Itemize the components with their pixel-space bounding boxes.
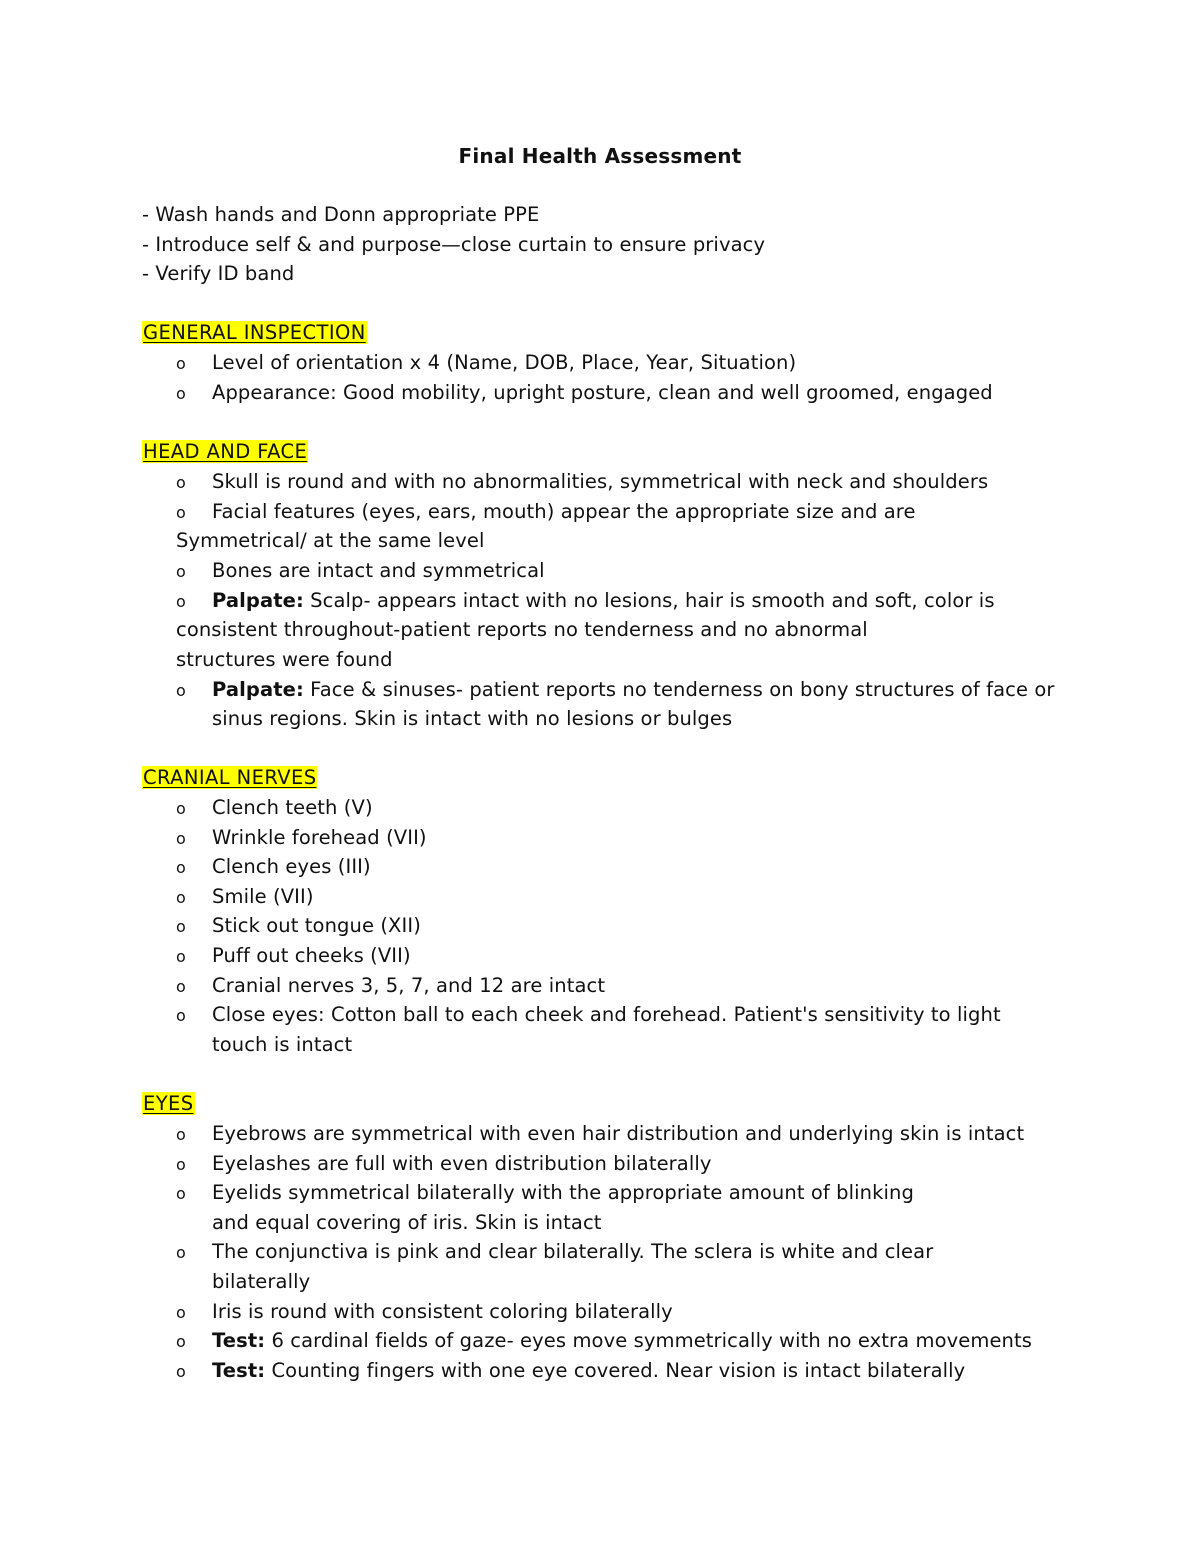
list-item: o Test: 6 cardinal fields of gaze- eyes move symmetrically with no extra movements: [176, 1327, 1032, 1356]
list-item: o Clench teeth (V): [176, 794, 373, 823]
list-item-continuation: sinus regions. Skin is intact with no lesions or bulges: [212, 707, 733, 730]
list-item: o Eyebrows are symmetrical with even hair distribution and underlying skin is intact: [176, 1120, 1024, 1149]
list-item: o Level of orientation x 4 (Name, DOB, Place, Year, Situation): [176, 349, 796, 378]
section-heading-general-inspection: GENERAL INSPECTION: [143, 321, 366, 344]
list-item: o Stick out tongue (XII): [176, 912, 421, 941]
item-label: Test:: [212, 1329, 266, 1352]
list-item: o Cranial nerves 3, 5, 7, and 12 are intact: [176, 972, 605, 1001]
list-item-continuation: touch is intact: [212, 1033, 353, 1056]
bullet-icon: o: [176, 1184, 186, 1203]
bullet-icon: o: [176, 799, 186, 818]
document-title: Final Health Assessment: [458, 144, 742, 168]
bullet-icon: o: [176, 917, 186, 936]
section-heading-cranial-nerves: CRANIAL NERVES: [143, 766, 317, 789]
bullet-icon: o: [176, 1362, 186, 1381]
list-item: o Puff out cheeks (VII): [176, 942, 411, 971]
bullet-icon: o: [176, 1303, 186, 1322]
item-label: Palpate:: [212, 678, 304, 701]
section-heading-eyes: EYES: [143, 1092, 194, 1115]
list-item: o Wrinkle forehead (VII): [176, 824, 427, 853]
intro-line-3: - Verify ID band: [142, 262, 295, 285]
bullet-icon: o: [176, 1155, 186, 1174]
list-item: o Clench eyes (III): [176, 853, 371, 882]
bullet-icon: o: [176, 592, 186, 611]
bullet-icon: o: [176, 829, 186, 848]
bullet-icon: o: [176, 1006, 186, 1025]
intro-line-1: - Wash hands and Donn appropriate PPE: [142, 203, 540, 226]
list-item: o Facial features (eyes, ears, mouth) appear the appropriate size and are: [176, 498, 916, 527]
bullet-icon: o: [176, 1125, 186, 1144]
bullet-icon: o: [176, 888, 186, 907]
bullet-icon: o: [176, 354, 186, 373]
bullet-icon: o: [176, 503, 186, 522]
list-item: o Close eyes: Cotton ball to each cheek and forehead. Patient's sensitivity to light: [176, 1001, 1001, 1030]
list-item-continuation: structures were found: [176, 648, 393, 671]
bullet-icon: o: [176, 1243, 186, 1262]
list-item: o Appearance: Good mobility, upright posture, clean and well groomed, engaged: [176, 379, 993, 408]
list-item: o Skull is round and with no abnormalities, symmetrical with neck and shoulders: [176, 468, 988, 497]
bullet-icon: o: [176, 473, 186, 492]
list-item: o Eyelashes are full with even distribution bilaterally: [176, 1150, 712, 1179]
item-label: Palpate:: [212, 589, 304, 612]
list-item-continuation: consistent throughout-patient reports no tenderness and no abnormal: [176, 618, 868, 641]
item-label: Test:: [212, 1359, 266, 1382]
list-item: o Iris is round with consistent coloring bilaterally: [176, 1298, 673, 1327]
bullet-icon: o: [176, 1332, 186, 1351]
list-item-continuation: and equal covering of iris. Skin is intact: [212, 1211, 602, 1234]
section-heading-head-and-face: HEAD AND FACE: [143, 440, 308, 463]
list-item: o The conjunctiva is pink and clear bilaterally. The sclera is white and clear: [176, 1238, 933, 1267]
list-item-continuation: Symmetrical/ at the same level: [176, 529, 485, 552]
bullet-icon: o: [176, 681, 186, 700]
list-item: o Test: Counting fingers with one eye covered. Near vision is intact bilaterally: [176, 1357, 965, 1386]
bullet-icon: o: [176, 858, 186, 877]
list-item-continuation: bilaterally: [212, 1270, 311, 1293]
list-item: o Eyelids symmetrical bilaterally with the appropriate amount of blinking: [176, 1179, 914, 1208]
bullet-icon: o: [176, 562, 186, 581]
list-item: o Palpate: Face & sinuses- patient reports no tenderness on bony structures of face or: [176, 676, 1055, 705]
bullet-icon: o: [176, 384, 186, 403]
bullet-icon: o: [176, 977, 186, 996]
list-item: o Palpate: Scalp- appears intact with no lesions, hair is smooth and soft, color is: [176, 587, 995, 616]
bullet-icon: o: [176, 947, 186, 966]
intro-line-2: - Introduce self & and purpose—close curtain to ensure privacy: [142, 233, 766, 256]
list-item: o Bones are intact and symmetrical: [176, 557, 545, 586]
list-item: o Smile (VII): [176, 883, 314, 912]
